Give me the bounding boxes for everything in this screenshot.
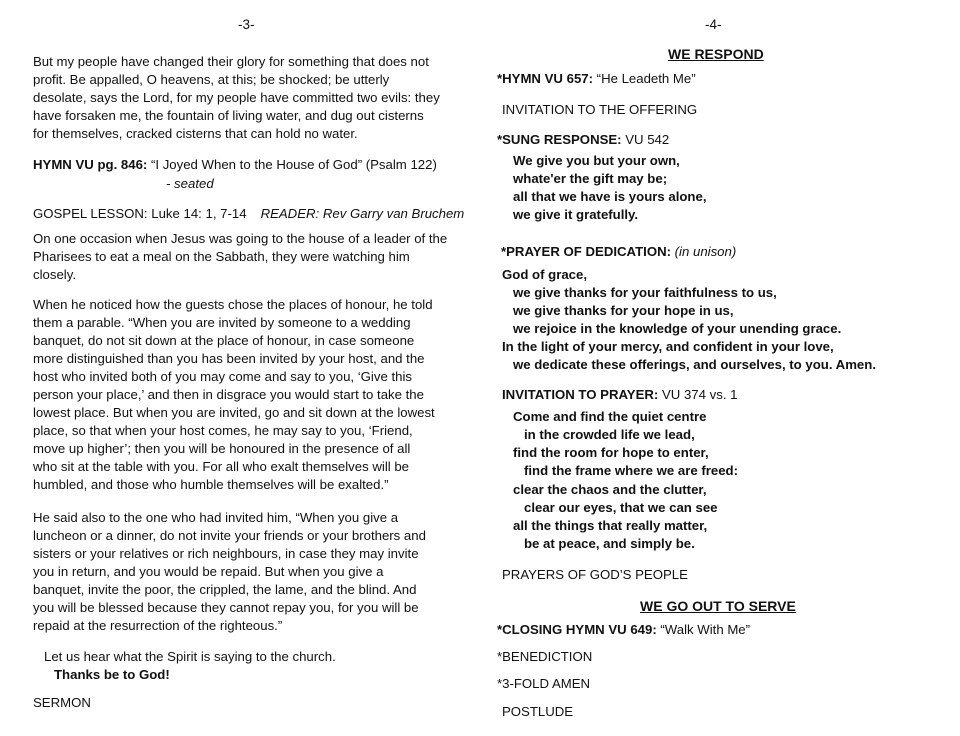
hymn-657-line [497, 70, 696, 88]
postlude: POSTLUDE [502, 704, 574, 719]
prayer-verse-line-3: find the room for hope to enter, [513, 445, 709, 460]
hymn-657-title: “He Leadeth Me” [593, 71, 696, 86]
sung-response-line-1: We give you but your own, [513, 153, 680, 168]
invitation-prayer-line [502, 386, 737, 404]
we-respond-heading: WE RESPOND [668, 46, 764, 62]
prayer-verse-line-1: Come and find the quiet centre [513, 409, 707, 424]
gospel-lesson-line [33, 205, 464, 223]
prayer-verse-line-8: be at peace, and simply be. [513, 536, 695, 551]
prayer-dedication-label: *PRAYER OF DEDICATION: [501, 244, 671, 259]
dedication-line-1: God of grace, [502, 267, 587, 282]
sung-response-ref: VU 542 [621, 132, 670, 147]
hymn-846-note: - seated [166, 176, 214, 191]
closing-hymn-title: “Walk With Me” [656, 622, 751, 637]
hymn-657-label: *HYMN VU 657: [497, 71, 594, 86]
page-number-right: -4- [705, 17, 722, 32]
gospel-paragraph-2: When he noticed how the guests chose the places of honour, he told them a parable. “When you are invited by someone to a wedding banquet, do not sit down at the place of honour, in case someone more distinguished than you has been invited by your host, and the host who invited both of you may come and say to you, ‘Give this person your place,’ and then in disgrace you would start to take the lowest place. But when you are invited, go and sit down at the lowest place, so that when your host comes, he may say to you, ‘Friend, move up higher’; then you will be honoured in the presence of all who sit at the table with you. For all who exalt themselves will be humbled, and those who humble themselves will be exalted.” [33, 297, 435, 492]
sung-response-line [497, 131, 669, 149]
dedication-line-3: we give thanks for your hope in us, [502, 303, 734, 318]
closing-hymn-label: *CLOSING HYMN VU 649: [497, 622, 657, 637]
sung-response-line-4: we give it gratefully. [513, 207, 639, 222]
gospel-paragraph-1: On one occasion when Jesus was going to the house of a leader of the Pharisees to eat a meal on the Sabbath, they were watching him closely. [33, 231, 448, 282]
prayer-dedication-line [501, 243, 736, 261]
closing-hymn-line [497, 621, 750, 639]
benediction: *BENEDICTION [497, 649, 593, 664]
hymn-846-title: “I Joyed When to the House of God” (Psalm 122) [147, 157, 437, 172]
prayer-verse-line-6: clear our eyes, that we can see [513, 500, 718, 515]
prayer-verse-line-2: in the crowded life we lead, [513, 427, 695, 442]
dedication-line-2: we give thanks for your faithfulness to us, [502, 285, 777, 300]
sung-response-label: *SUNG RESPONSE: [497, 132, 622, 147]
gospel-paragraph-3: He said also to the one who had invited him, “When you give a luncheon or a dinner, do not invite your friends or your brothers and sisters or your relatives or rich neighbours, in case they may invite you in return, and you would be repaid. But when you give a banquet, invite the poor, the crippled, the lame, and the blind. And you will be blessed because they cannot repay you, for you will be repaid at the resurrection of the righteous.” [33, 510, 426, 633]
go-out-heading: WE GO OUT TO SERVE [640, 598, 796, 614]
three-fold-amen: *3-FOLD AMEN [497, 676, 591, 691]
dedication-line-6: we dedicate these offerings, and ourselves, to you. Amen. [502, 357, 876, 372]
hymn-846-label: HYMN VU pg. 846: [33, 157, 148, 172]
invitation-offering: INVITATION TO THE OFFERING [502, 102, 698, 117]
gospel-reader: READER: Rev Garry van Bruchem [260, 206, 465, 221]
dedication-line-5: In the light of your mercy, and confident in your love, [502, 339, 834, 354]
prayer-verse-line-5: clear the chaos and the clutter, [513, 482, 707, 497]
gospel-lesson-label: GOSPEL LESSON: Luke 14: 1, 7-14 [33, 206, 247, 221]
prayers-of-people: PRAYERS OF GOD’S PEOPLE [502, 567, 688, 582]
dedication-line-4: we rejoice in the knowledge of your unending grace. [502, 321, 842, 336]
spirit-response: Thanks be to God! [54, 667, 170, 682]
sung-response-line-3: all that we have is yours alone, [513, 189, 707, 204]
scripture-continued: But my people have changed their glory for something that does not profit. Be appalled, O heavens, at this; be shocked; be utterly desolate, says the Lord, for my people have committed two evils: they have forsaken me, the fountain of living water, and dug out cisterns for themselves, cracked cisterns that can hold no water. [33, 54, 440, 141]
spirit-call: Let us hear what the Spirit is saying to the church. [44, 649, 336, 664]
hymn-846-line [33, 156, 437, 174]
prayer-dedication-note: (in unison) [671, 244, 737, 259]
invitation-prayer-ref: VU 374 vs. 1 [658, 387, 738, 402]
page-number-left: -3- [238, 17, 255, 32]
prayer-verse-line-4: find the frame where we are freed: [513, 463, 738, 478]
sung-response-line-2: whate'er the gift may be; [513, 171, 668, 186]
prayer-verse-line-7: all the things that really matter, [513, 518, 708, 533]
invitation-prayer-label: INVITATION TO PRAYER: [502, 387, 659, 402]
sermon: SERMON [33, 695, 91, 710]
